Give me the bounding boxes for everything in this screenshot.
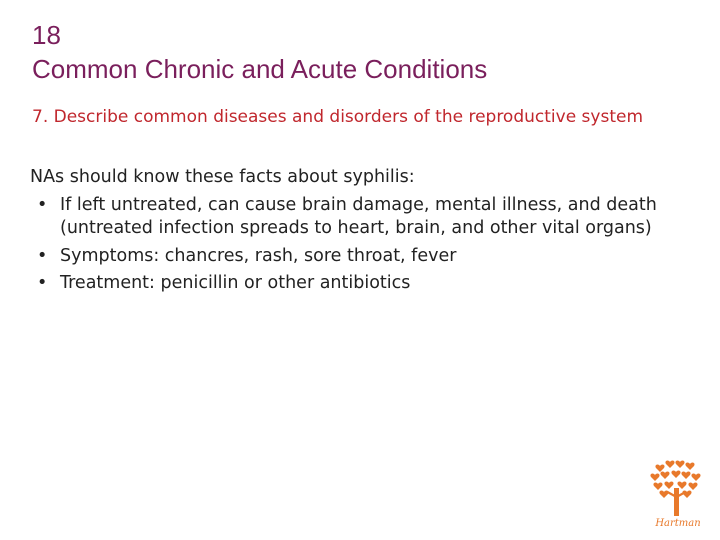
chapter-number: 18 xyxy=(32,20,61,50)
list-item xyxy=(30,272,700,296)
list-item-text: Symptoms: chancres, rash, sore throat, fever xyxy=(60,245,457,266)
list-item xyxy=(30,245,700,269)
bullet-list xyxy=(30,194,700,296)
list-item-text: Treatment: penicillin or other antibiotics xyxy=(60,273,411,293)
list-item xyxy=(30,194,700,241)
hartman-logo xyxy=(646,458,708,536)
slide-content xyxy=(30,166,700,300)
chapter-header xyxy=(32,18,487,86)
bullet-icon: • xyxy=(37,194,48,215)
list-item-text: If left untreated, can cause brain damage, mental illness, and death (untreated infection spreads to heart, brain, and other vital organs) xyxy=(60,194,657,238)
logo-text: Hartman xyxy=(655,518,701,529)
learning-objective: 7. Describe common diseases and disorders of the reproductive system xyxy=(32,107,644,127)
bullet-icon: • xyxy=(37,273,48,293)
chapter-title: Common Chronic and Acute Conditions xyxy=(32,54,488,84)
bullet-icon: • xyxy=(37,245,48,266)
intro-text: NAs should know these facts about syphilis: xyxy=(30,167,415,187)
